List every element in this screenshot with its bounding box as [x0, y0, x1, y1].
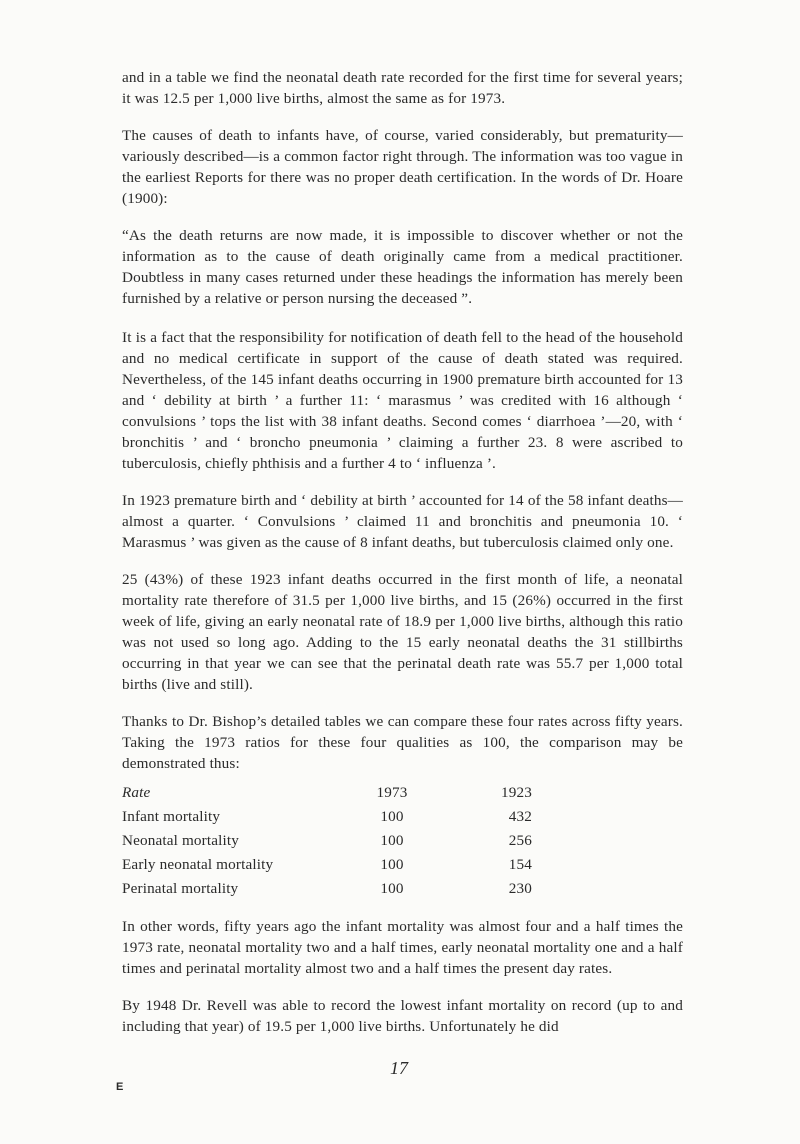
- table-row: [122, 806, 550, 830]
- row-label: Infant mortality: [122, 808, 221, 825]
- row-1973-value: 100: [380, 832, 404, 849]
- paragraph-comparison-intro: Thanks to Dr. Bishop’s detailed tables we can compare these four rates across fifty years. Taking the 1973 ratios for these four qualities as 100, the comparison may be demonstrated thus:: [122, 713, 683, 772]
- table-row: [122, 830, 550, 854]
- paragraph-1923-rates: 25 (43%) of these 1923 infant deaths occurred in the first month of life, a neonatal mortality rate therefore of 31.5 per 1,000 live births, and 15 (26%) occurred in the first week of life, giving an early neonatal rate of 18.9 per 1,000 live births, although this ratio was not used so long ago. Adding to the 15 early neonatal deaths the 31 stillbirths occurring in that year we can see that the perinatal death rate was 55.7 per 1,000 total births (live and still).: [122, 571, 683, 693]
- row-1973-value: 100: [380, 880, 404, 897]
- row-label: Perinatal mortality: [122, 880, 239, 897]
- quote-dr-hoare: “As the death returns are now made, it is impossible to discover whether or not the information as to the cause of death originally came from a medical practitioner. Doubtless in many cases returned under these headings the information has merely been furnished by a relative or person nursing the deceased ”.: [122, 227, 683, 307]
- row-1923-value: 432: [508, 808, 532, 825]
- rate-comparison-table: [122, 782, 550, 902]
- header-1973: 1973: [376, 784, 408, 801]
- header-1923: 1923: [501, 784, 532, 801]
- row-1923-value: 256: [508, 832, 532, 849]
- paragraph-neonatal-intro: and in a table we find the neonatal death rate recorded for the first time for several years; it was 12.5 per 1,000 live births, almost the same as for 1973.: [122, 69, 683, 107]
- document-page: [122, 67, 683, 1053]
- row-label: Neonatal mortality: [122, 832, 239, 849]
- page-number: 17: [390, 1058, 408, 1078]
- row-1923-value: 154: [508, 856, 532, 873]
- paragraph-1923-deaths: In 1923 premature birth and ‘ debility at birth ’ accounted for 14 of the 58 infant deaths—almost a quarter. ‘ Convulsions ’ claimed 11 and bronchitis and pneumonia 10. ‘ Marasmus ’ was given as the cause of 8 infant deaths, but tuberculosis claimed only one.: [122, 492, 683, 551]
- header-rate: Rate: [122, 784, 151, 801]
- signature-mark: E: [116, 1081, 124, 1093]
- paragraph-causes: The causes of death to infants have, of course, varied considerably, but prematurity—variously described—is a common factor right through. The information was too vague in the earliest Reports for there was no proper death certification. In the words of Dr. Hoare (1900):: [122, 127, 683, 207]
- paragraph-1900-deaths: It is a fact that the responsibility for notification of death fell to the head of the household and no medical certificate in support of the cause of death stated was required. Nevertheless, of the 145 infant deaths occurring in 1900 premature birth accounted for 13 and ‘ debility at birth ’ a further 11: ‘ marasmus ’ was credited with 16 although ‘ convulsions ’ tops the list with 38 infant deaths. Second comes ‘ diarrhoea ’—20, with ‘ bronchitis ’ and ‘ broncho pneumonia ’ claiming a further 23. 8 were ascribed to tuberculosis, chiefly phthisis and a further 4 to ‘ influenza ’.: [122, 329, 683, 472]
- row-label: Early neonatal mortality: [122, 856, 274, 873]
- paragraph-conclusion: In other words, fifty years ago the infant mortality was almost four and a half times the 1973 rate, neonatal mortality two and a half times, early neonatal mortality one and a half times and perinatal mortality almost two and a half times the present day rates.: [122, 918, 683, 977]
- table-row: [122, 878, 550, 902]
- table-header-row: [122, 782, 550, 806]
- row-1973-value: 100: [380, 856, 404, 873]
- row-1923-value: 230: [508, 880, 532, 897]
- paragraph-1948: By 1948 Dr. Revell was able to record the lowest infant mortality on record (up to and including that year) of 19.5 per 1,000 live births. Unfortunately he did: [122, 997, 683, 1035]
- table-row: [122, 854, 550, 878]
- row-1973-value: 100: [380, 808, 404, 825]
